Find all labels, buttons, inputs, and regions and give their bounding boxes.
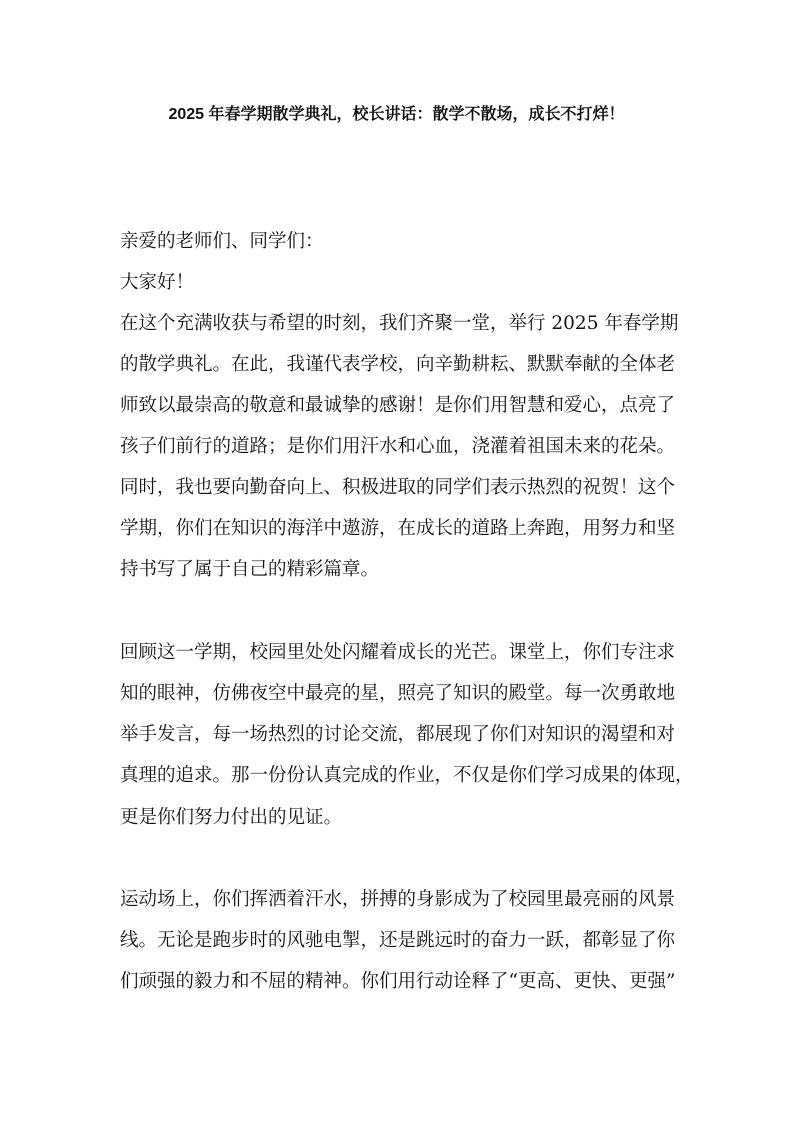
document-title: 2025 年春学期散学典礼，校长讲话：散学不散场，成长不打烊！ — [168, 106, 625, 123]
paragraph-line: 更是你们努力付出的见证。 — [120, 807, 343, 828]
paragraph-line: 们顽强的毅力和不屈的精神。你们用行动诠释了“更高、更快、更强” — [120, 971, 676, 992]
paragraph-line: 孩子们前行的道路；是你们用汗水和心血，浇灌着祖国未来的花朵。 — [120, 436, 676, 457]
greeting: 大家好！ — [120, 272, 195, 293]
paragraph-line: 真理的追求。那一份份认真完成的作业，不仅是你们学习成果的体现， — [120, 765, 694, 786]
paragraph-line: 线。无论是跑步时的风驰电掣，还是跳远时的奋力一跃，都彰显了你 — [120, 930, 676, 951]
paragraph-line: 持书写了属于自己的精彩篇章。 — [120, 559, 380, 580]
paragraph-line: 运动场上，你们挥洒着汗水，拼搏的身影成为了校园里最亮丽的风景 — [120, 889, 676, 910]
paragraph-line: 同时，我也要向勤奋向上、积极进取的同学们表示热烈的祝贺！这个 — [120, 477, 676, 498]
paragraph-line: 知的眼神，仿佛夜空中最亮的星，照亮了知识的殿堂。每一次勇敢地 — [120, 683, 676, 704]
paragraph-line: 的散学典礼。在此，我谨代表学校，向辛勤耕耘、默默奉献的全体老 — [120, 354, 676, 375]
paragraph-line: 学期，你们在知识的海洋中遨游，在成长的道路上奔跑，用努力和坚 — [120, 518, 676, 539]
paragraph-line: 师致以最崇高的敬意和最诚挚的感谢！是你们用智慧和爱心，点亮了 — [120, 395, 676, 416]
paragraph-line: 在这个充满收获与希望的时刻，我们齐聚一堂，举行 2025 年春学期 — [120, 313, 679, 334]
paragraph-line: 举手发言，每一场热烈的讨论交流，都展现了你们对知识的渴望和对 — [120, 724, 676, 745]
salutation: 亲爱的老师们、同学们： — [120, 231, 324, 252]
paragraph-line: 回顾这一学期，校园里处处闪耀着成长的光芒。课堂上，你们专注求 — [120, 642, 676, 663]
